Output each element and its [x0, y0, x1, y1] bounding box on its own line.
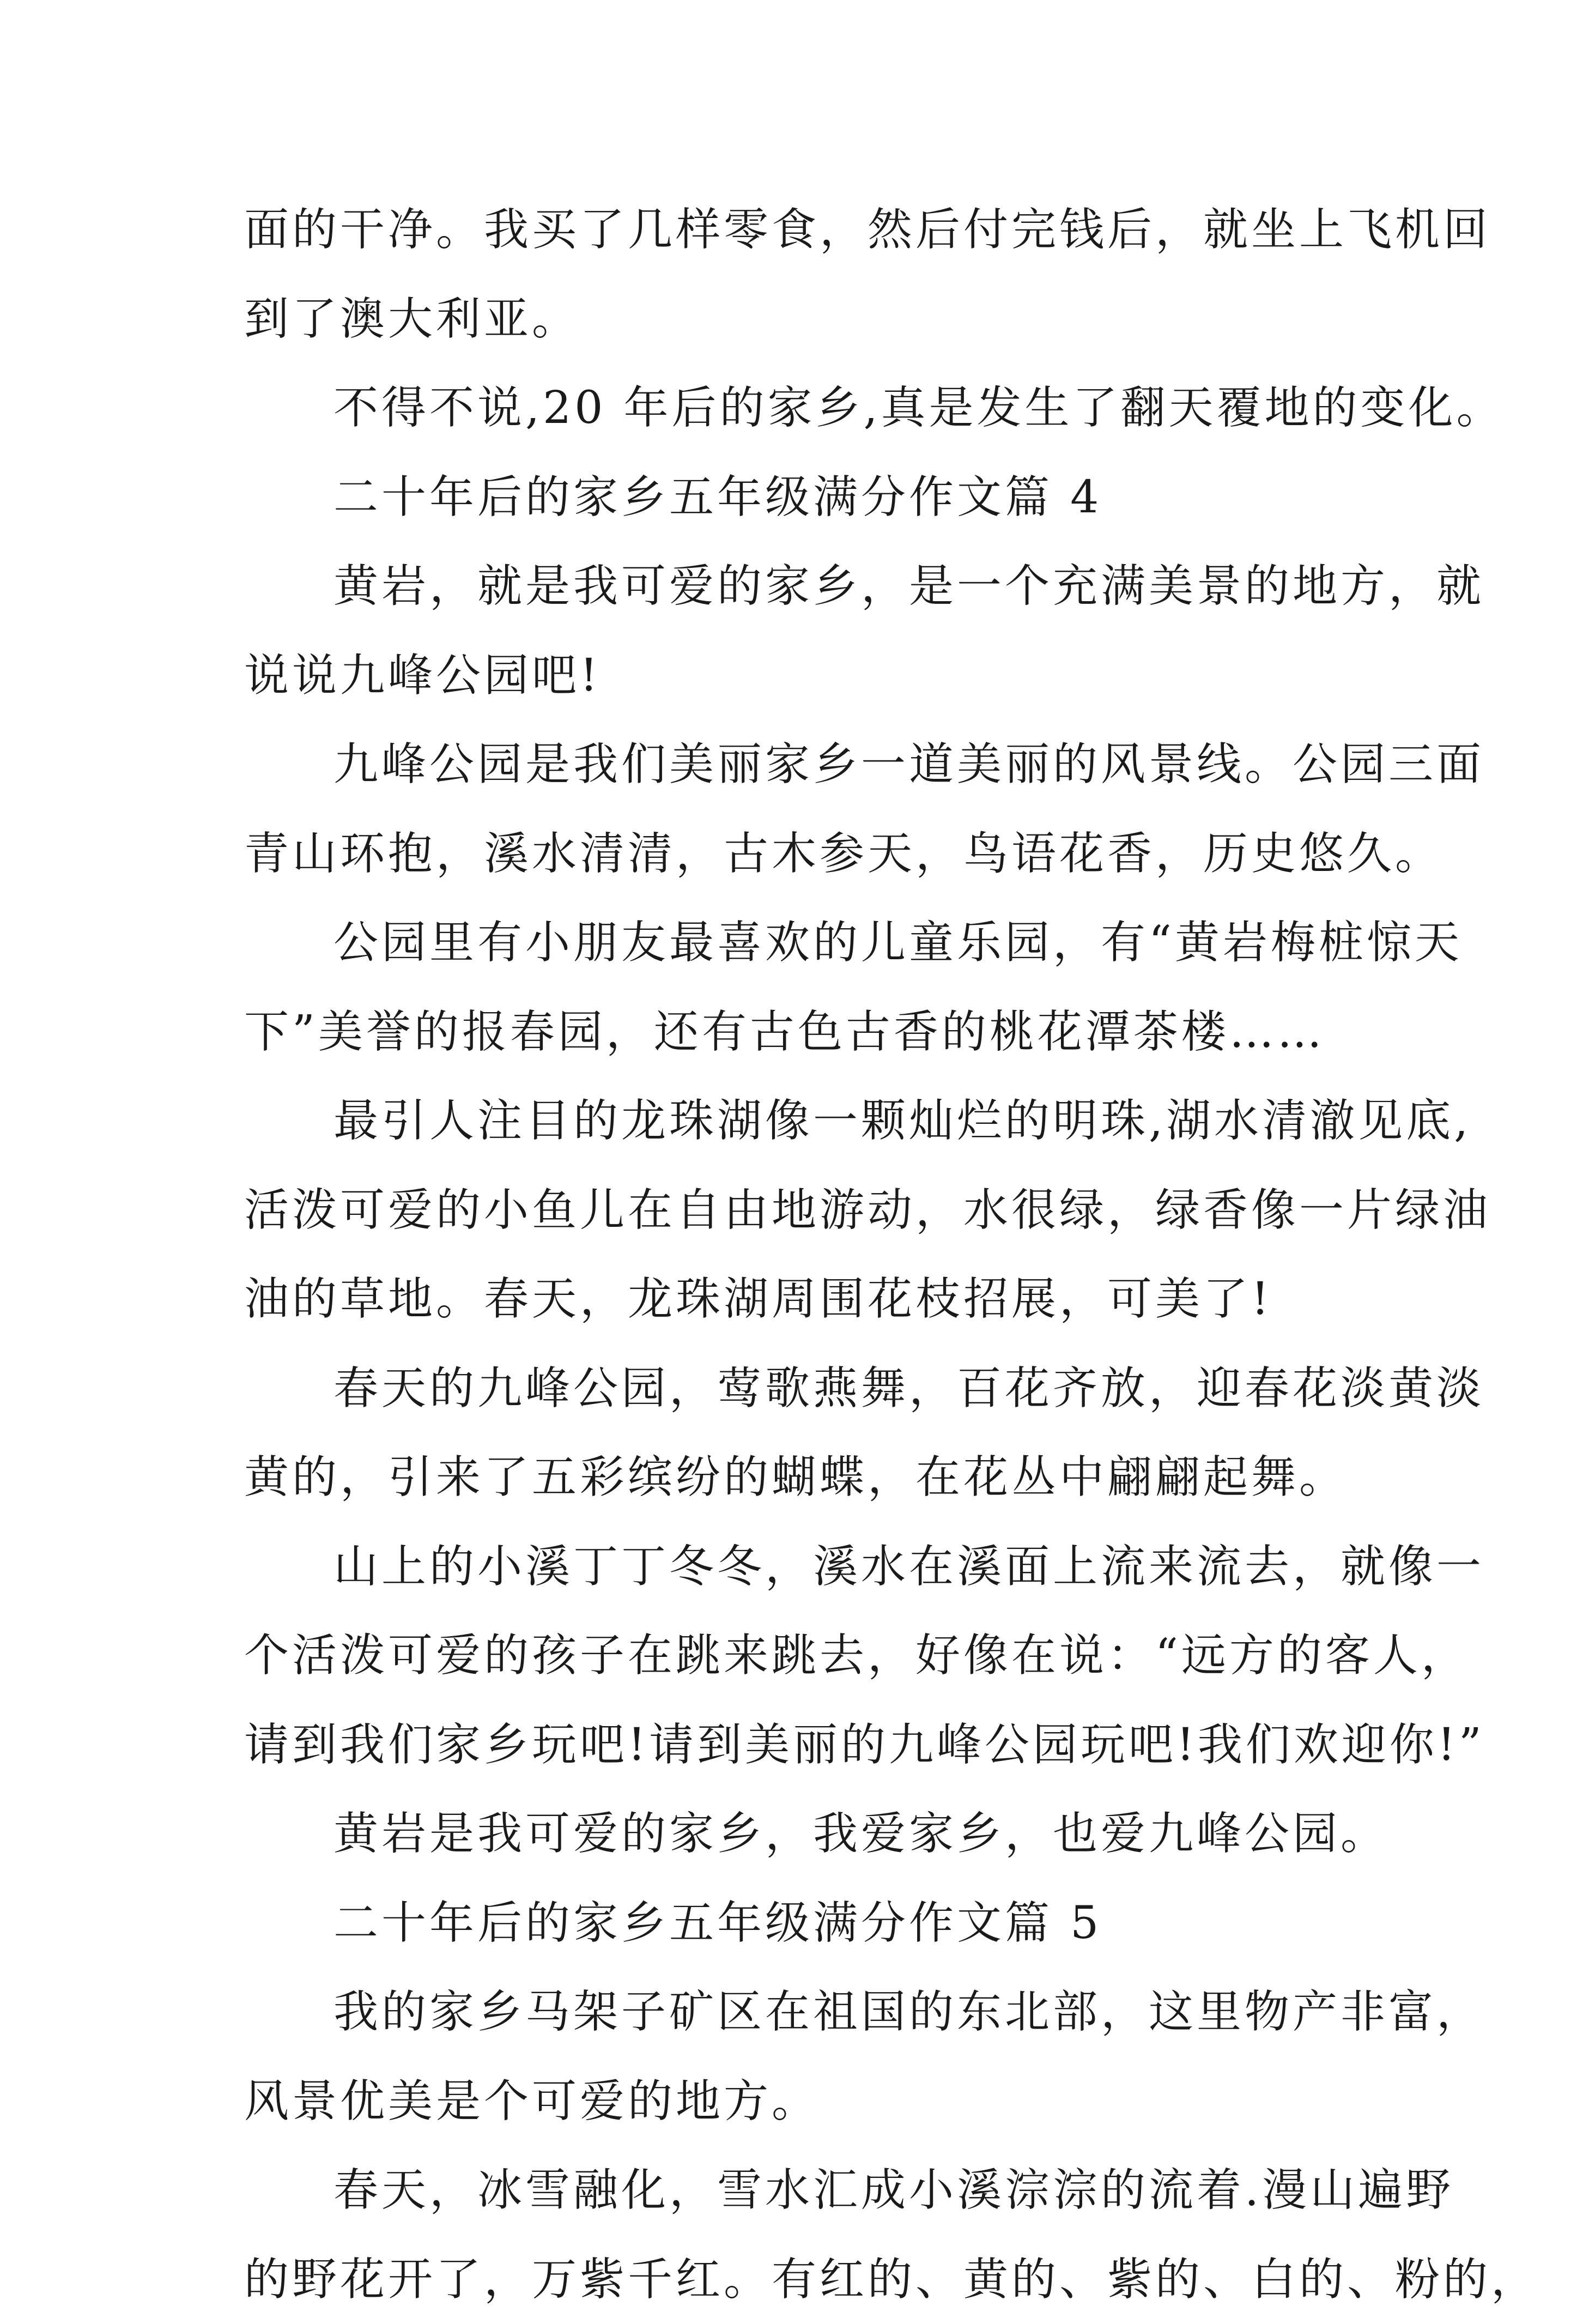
text-line: 黄的，引来了五彩缤纷的蝴蝶，在花丛中翩翩起舞。: [244, 1433, 1345, 1522]
text-line: 风景优美是个可爱的地方。: [244, 2057, 1345, 2146]
text-line: 九峰公园是我们美丽家乡一道美丽的风景线。公园三面: [244, 720, 1345, 809]
text-line: 黄岩，就是我可爱的家乡，是一个充满美景的地方，就: [244, 542, 1345, 631]
text-line: 不得不说,20 年后的家乡,真是发生了翻天覆地的变化。: [244, 364, 1345, 453]
body-text: [244, 185, 1345, 2324]
section-heading: 二十年后的家乡五年级满分作文篇 5: [244, 1879, 1345, 1968]
section-heading: 二十年后的家乡五年级满分作文篇 4: [244, 453, 1345, 542]
text-line: 个活泼可爱的孩子在跳来跳去，好像在说：“远方的客人，: [244, 1611, 1345, 1700]
text-line: 说说九峰公园吧!: [244, 631, 1345, 721]
text-line: 春天，冰雪融化，雪水汇成小溪淙淙的流着.漫山遍野: [244, 2146, 1345, 2235]
text-line: 活泼可爱的小鱼儿在自由地游动，水很绿，绿香像一片绿油: [244, 1166, 1345, 1255]
text-line: 下”美誉的报春园，还有古色古香的桃花潭茶楼……: [244, 988, 1345, 1077]
text-line: 最引人注目的龙珠湖像一颗灿烂的明珠,湖水清澈见底,: [244, 1076, 1345, 1166]
text-line: 面的干净。我买了几样零食，然后付完钱后，就坐上飞机回: [244, 185, 1345, 275]
text-line: 的野花开了，万紫千红。有红的、黄的、紫的、白的、粉的，: [244, 2235, 1345, 2324]
text-line: 春天的九峰公园，莺歌燕舞，百花齐放，迎春花淡黄淡: [244, 1344, 1345, 1433]
text-line: 公园里有小朋友最喜欢的儿童乐园，有“黄岩梅桩惊天: [244, 898, 1345, 988]
text-line: 油的草地。春天，龙珠湖周围花枝招展，可美了!: [244, 1255, 1345, 1344]
text-line: 请到我们家乡玩吧!请到美丽的九峰公园玩吧!我们欢迎你!”: [244, 1700, 1345, 1790]
text-line: 山上的小溪丁丁冬冬，溪水在溪面上流来流去，就像一: [244, 1522, 1345, 1612]
text-line: 我的家乡马架子矿区在祖国的东北部，这里物产非富，: [244, 1968, 1345, 2057]
text-line: 黄岩是我可爱的家乡，我爱家乡，也爱九峰公园。: [244, 1789, 1345, 1879]
text-line: 青山环抱，溪水清清，古木参天，鸟语花香，历史悠久。: [244, 809, 1345, 899]
text-line: 到了澳大利亚。: [244, 275, 1345, 364]
